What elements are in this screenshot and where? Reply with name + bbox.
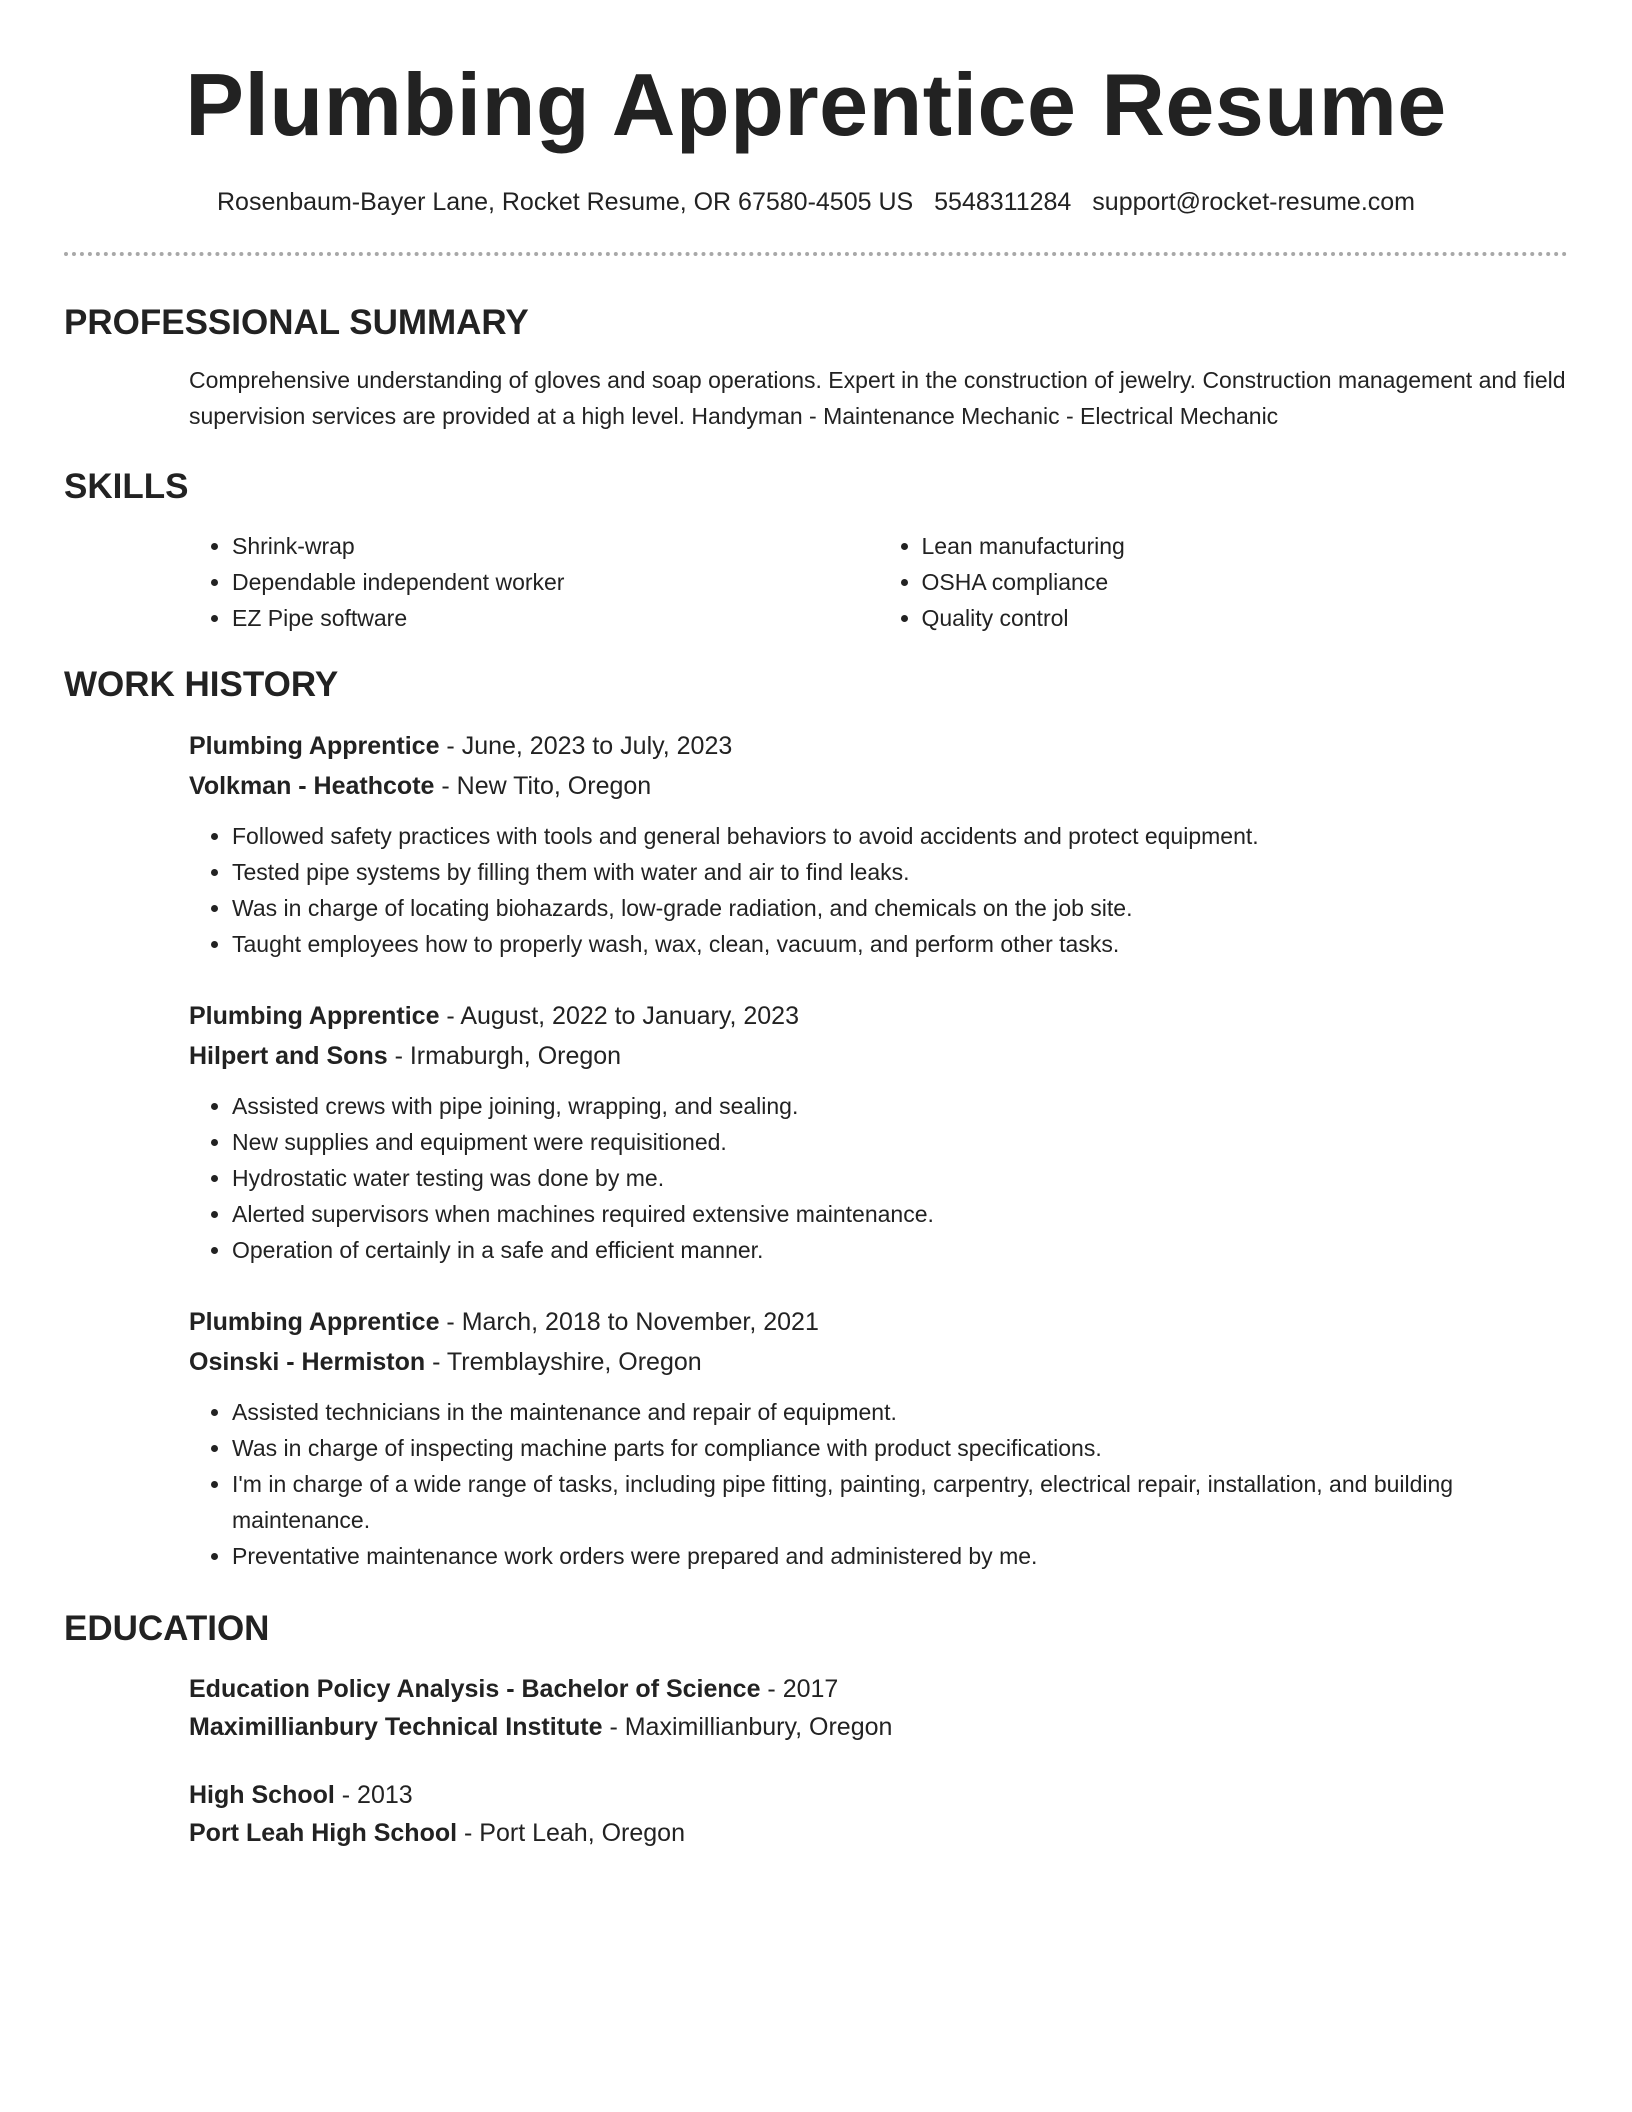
job-location: - Tremblayshire, Oregon	[425, 1348, 702, 1377]
job-entry	[189, 1302, 1568, 1574]
job-dates: - June, 2023 to July, 2023	[439, 732, 733, 761]
job-bullet: • Preventative maintenance work orders were prepared and administered by me.	[232, 1538, 1568, 1574]
education-school: Port Leah High School	[189, 1819, 458, 1848]
skill-item: • Dependable independent worker	[232, 564, 879, 600]
skill-item: • EZ Pipe software	[232, 600, 879, 636]
resume-title: Plumbing Apprentice Resume	[185, 55, 1447, 154]
skills-section	[64, 466, 1568, 636]
job-bullet: • Was in charge of locating biohazards, low-grade radiation, and chemicals on the job site.	[232, 890, 1568, 926]
skills-column-left	[189, 528, 879, 636]
summary-section	[64, 302, 1568, 434]
job-role: Plumbing Apprentice	[189, 1002, 440, 1031]
education-degree-line	[189, 1670, 1568, 1708]
job-company: Volkman - Heathcote	[189, 772, 435, 801]
contact-email: support@rocket-resume.com	[1092, 187, 1416, 216]
skill-item: • OSHA compliance	[922, 564, 1569, 600]
job-bullet: • I'm in charge of a wide range of tasks, including pipe fitting, painting, carpentry, electrical repair, installation, and building maintenance.	[232, 1466, 1568, 1538]
contact-address: Rosenbaum-Bayer Lane, Rocket Resume, OR 67580-4505 US	[216, 187, 914, 216]
job-title-line	[189, 726, 1568, 766]
skills-grid	[189, 528, 1568, 636]
job-bullet: • Taught employees how to properly wash, wax, clean, vacuum, and perform other tasks.	[232, 926, 1568, 962]
job-bullet: • Alerted supervisors when machines required extensive maintenance.	[232, 1196, 1568, 1232]
work-history-heading: WORK HISTORY	[64, 665, 339, 705]
education-section	[64, 1608, 1568, 1852]
job-bullet: • Hydrostatic water testing was done by me.	[232, 1160, 1568, 1196]
summary-text: Comprehensive understanding of gloves and soap operations. Expert in the construction of jewelry. Construction management and field supervision services are provided at a high level. Handyman - Maintenance Mechanic - Electrical Mechanic	[189, 367, 1566, 430]
education-school: Maximillianbury Technical Institute	[189, 1713, 603, 1742]
job-bullets	[189, 1088, 1568, 1268]
job-title-line	[189, 1302, 1568, 1342]
education-degree: High School	[189, 1781, 335, 1810]
education-school-line	[189, 1814, 1568, 1852]
skills-heading: SKILLS	[64, 467, 189, 507]
summary-heading: PROFESSIONAL SUMMARY	[64, 303, 529, 343]
header-divider	[64, 252, 1568, 256]
education-school-line	[189, 1708, 1568, 1746]
skill-item: • Lean manufacturing	[922, 528, 1569, 564]
job-bullet: • New supplies and equipment were requisitioned.	[232, 1124, 1568, 1160]
work-history-section	[64, 664, 1568, 1574]
job-location: - New Tito, Oregon	[434, 772, 652, 801]
job-bullets	[189, 1394, 1568, 1574]
job-entry	[189, 996, 1568, 1268]
education-entry	[189, 1776, 1568, 1852]
skill-item: • Quality control	[922, 600, 1569, 636]
job-bullet: • Followed safety practices with tools and general behaviors to avoid accidents and protect equipment.	[232, 818, 1568, 854]
job-company: Hilpert and Sons	[189, 1042, 388, 1071]
job-role: Plumbing Apprentice	[189, 732, 440, 761]
skills-column-right	[879, 528, 1569, 636]
education-degree-line	[189, 1776, 1568, 1814]
contact-phone: 5548311284	[934, 187, 1072, 216]
job-bullet: • Assisted crews with pipe joining, wrapping, and sealing.	[232, 1088, 1568, 1124]
job-location: - Irmaburgh, Oregon	[387, 1042, 622, 1071]
job-bullets	[189, 818, 1568, 962]
job-company: Osinski - Hermiston	[189, 1348, 426, 1377]
skill-item: • Shrink-wrap	[232, 528, 879, 564]
job-dates: - March, 2018 to November, 2021	[439, 1308, 819, 1337]
education-year: - 2017	[760, 1675, 839, 1704]
job-role: Plumbing Apprentice	[189, 1308, 440, 1337]
job-bullet: • Tested pipe systems by filling them with water and air to find leaks.	[232, 854, 1568, 890]
job-company-line	[189, 1342, 1568, 1382]
job-company-line	[189, 766, 1568, 806]
job-bullet: • Assisted technicians in the maintenance and repair of equipment.	[232, 1394, 1568, 1430]
job-title-line	[189, 996, 1568, 1036]
job-company-line	[189, 1036, 1568, 1076]
education-entry	[189, 1670, 1568, 1746]
job-bullet: • Was in charge of inspecting machine parts for compliance with product specifications.	[232, 1430, 1568, 1466]
education-heading: EDUCATION	[64, 1609, 270, 1649]
job-dates: - August, 2022 to January, 2023	[439, 1002, 799, 1031]
job-bullet: • Operation of certainly in a safe and efficient manner.	[232, 1232, 1568, 1268]
job-entry	[189, 726, 1568, 962]
contact-line	[64, 186, 1568, 219]
education-location: - Port Leah, Oregon	[457, 1819, 685, 1848]
education-year: - 2013	[334, 1781, 413, 1810]
education-location: - Maximillianbury, Oregon	[602, 1713, 893, 1742]
education-degree: Education Policy Analysis - Bachelor of Science	[189, 1675, 761, 1704]
